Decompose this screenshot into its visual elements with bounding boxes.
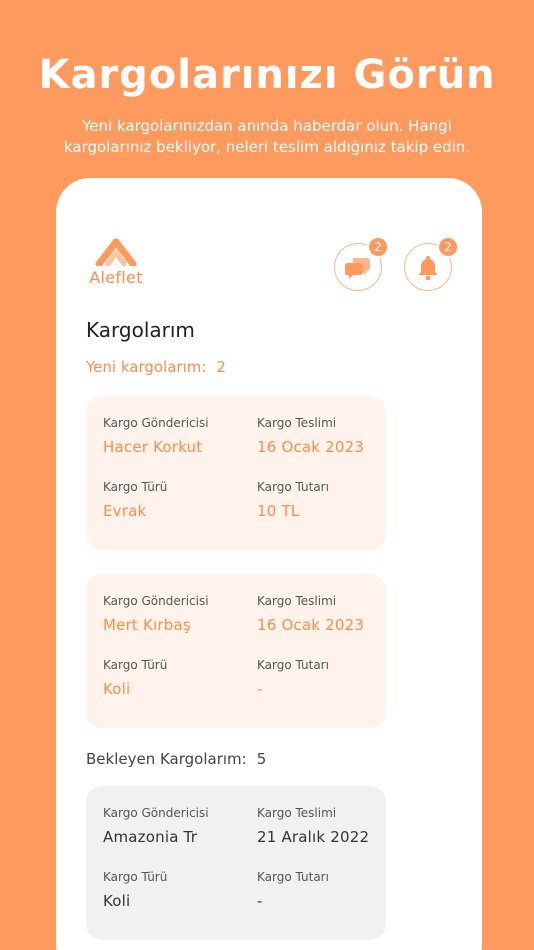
type-label: Kargo Türü bbox=[103, 870, 168, 884]
cargo-card[interactable] bbox=[86, 786, 386, 940]
logo-text: Aleflet bbox=[89, 268, 143, 287]
type-label: Kargo Türü bbox=[103, 658, 168, 672]
phone-screen bbox=[56, 178, 482, 950]
delivery-label: Kargo Teslimi bbox=[257, 806, 337, 820]
messages-badge: 2 bbox=[367, 236, 389, 258]
sender-label: Kargo Göndericisi bbox=[103, 806, 209, 820]
sender-label: Kargo Göndericisi bbox=[103, 594, 209, 608]
type-value: Koli bbox=[103, 680, 131, 698]
type-value: Koli bbox=[103, 892, 131, 910]
hero-subtitle: Yeni kargolarınızdan anında haberdar olun. Hangi kargolarınız bekliyor, neleri teslim aldığınız takip edin. bbox=[63, 117, 471, 156]
waiting-cargos-count: 5 bbox=[256, 750, 267, 768]
sender-value: Mert Kırbaş bbox=[103, 616, 191, 634]
waiting-cargos-label: Bekleyen Kargolarım: bbox=[86, 750, 247, 768]
amount-label: Kargo Tutarı bbox=[257, 480, 329, 494]
delivery-label: Kargo Teslimi bbox=[257, 594, 337, 608]
type-label: Kargo Türü bbox=[103, 480, 168, 494]
new-cargos-heading bbox=[86, 358, 226, 376]
chat-icon bbox=[345, 255, 371, 279]
sender-value: Hacer Korkut bbox=[103, 438, 203, 456]
delivery-label: Kargo Teslimi bbox=[257, 416, 337, 430]
notifications-button[interactable] bbox=[404, 240, 452, 291]
hero-title: Kargolarınızı Görün bbox=[38, 52, 496, 98]
new-cargos-count: 2 bbox=[216, 358, 226, 376]
waiting-cargos-heading bbox=[86, 750, 266, 768]
amount-value: - bbox=[257, 892, 263, 910]
bell-icon bbox=[416, 254, 440, 280]
amount-label: Kargo Tutarı bbox=[257, 870, 329, 884]
messages-button[interactable] bbox=[334, 240, 382, 291]
new-cargos-label: Yeni kargolarım: bbox=[86, 358, 207, 376]
cargo-card[interactable] bbox=[86, 396, 386, 550]
sender-label: Kargo Göndericisi bbox=[103, 416, 209, 430]
amount-label: Kargo Tutarı bbox=[257, 658, 329, 672]
delivery-value: 16 Ocak 2023 bbox=[257, 438, 365, 456]
section-title: Kargolarım bbox=[86, 318, 195, 342]
notifications-badge: 2 bbox=[437, 236, 459, 258]
delivery-value: 21 Aralık 2022 bbox=[257, 828, 370, 846]
cargo-card[interactable] bbox=[86, 574, 386, 728]
sender-value: Amazonia Tr bbox=[103, 828, 198, 846]
app-logo[interactable] bbox=[86, 236, 146, 287]
amount-value: - bbox=[257, 680, 263, 698]
type-value: Evrak bbox=[103, 502, 147, 520]
aleflet-logo-icon bbox=[95, 236, 137, 266]
delivery-value: 16 Ocak 2023 bbox=[257, 616, 365, 634]
amount-value: 10 TL bbox=[257, 502, 300, 520]
